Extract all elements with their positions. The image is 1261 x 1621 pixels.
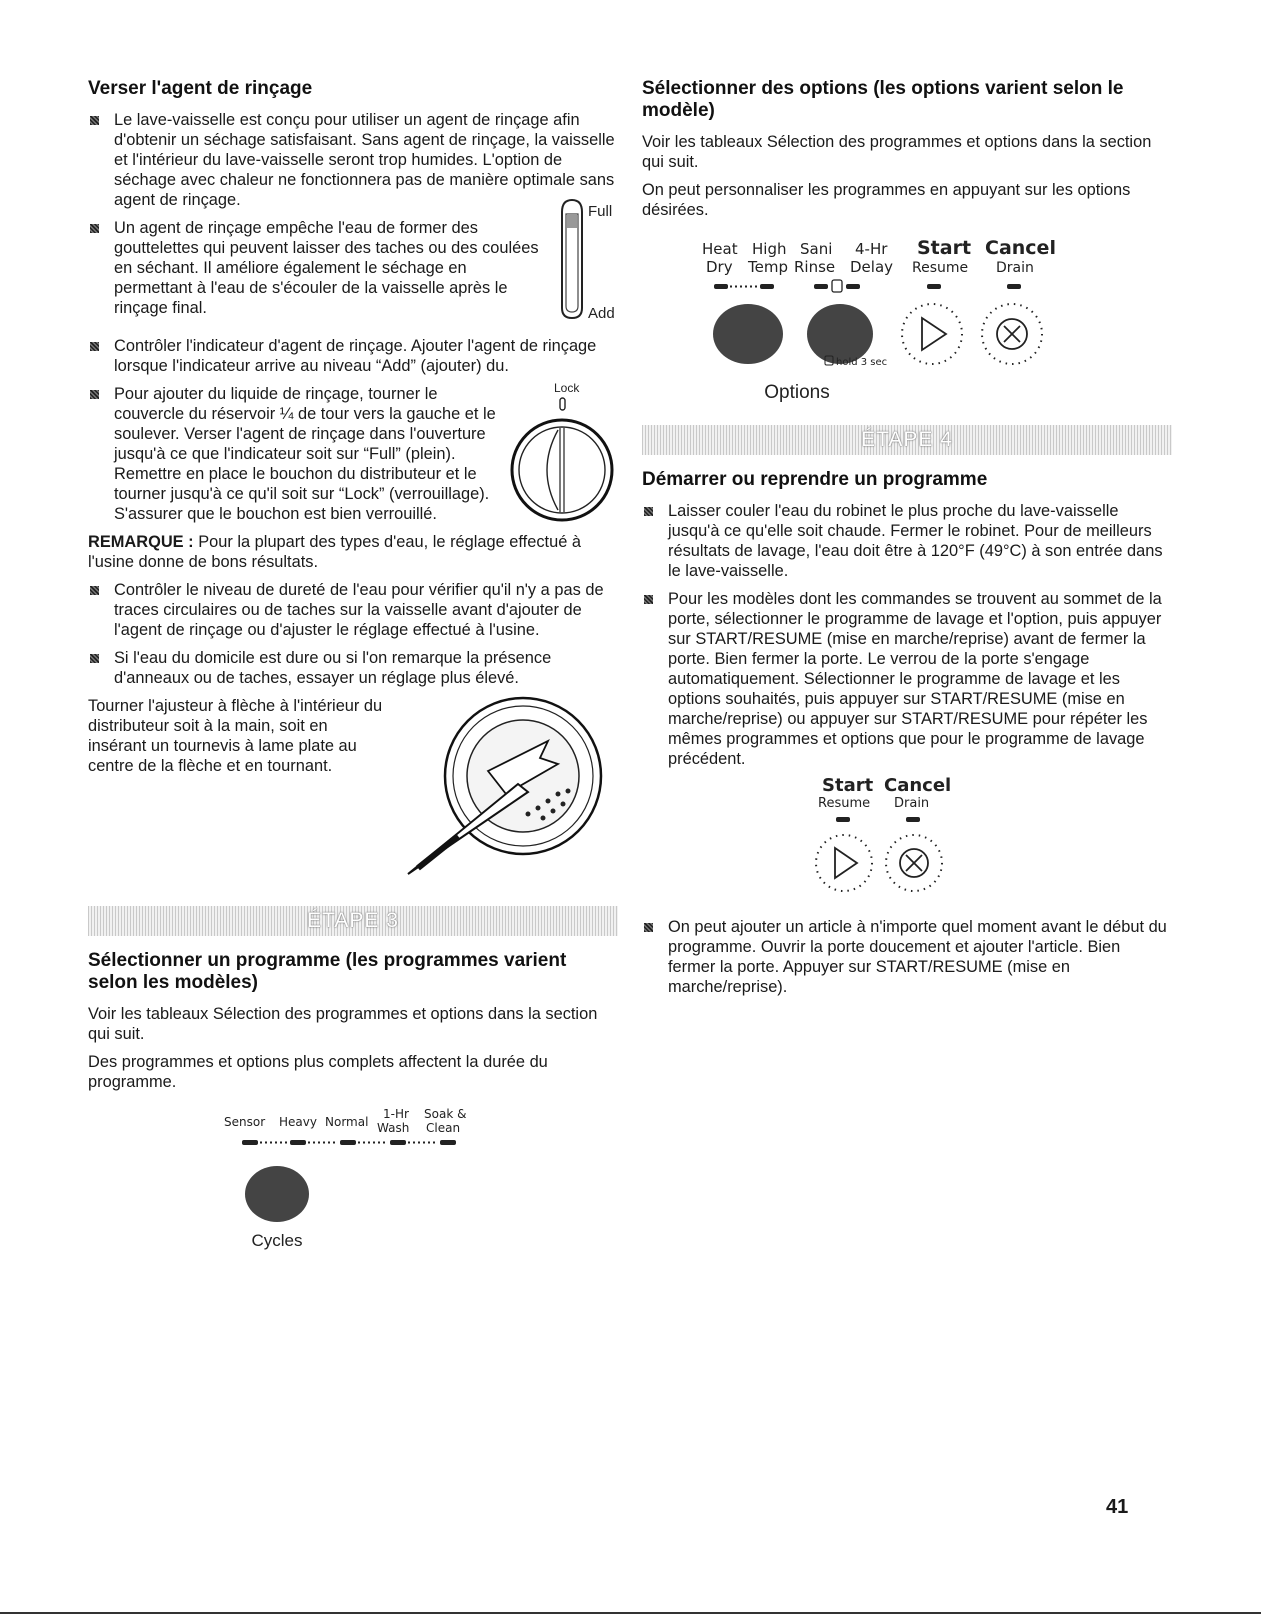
list-item (88, 381, 618, 524)
step-4-banner (642, 425, 1172, 455)
cycle-paragraph-1: Voir les tableaux Sélection des programmes et options dans la section qui suit. (88, 1005, 598, 1043)
right-column (642, 78, 1172, 1005)
drain-label: Drain (996, 260, 1034, 276)
start-heading: Démarrer ou reprendre un programme (642, 469, 988, 490)
step-3-banner (88, 906, 618, 936)
dispenser-cap-illustration (506, 378, 626, 526)
adjuster-text: Tourner l'ajusteur à flèche à l'intérieur du distributeur soit à la main, soit en insérant un tournevis à lame plate au centre de la flèche et en tournant. (88, 697, 383, 775)
play-icon (922, 318, 946, 350)
start-label: Start (917, 237, 972, 259)
cycles-panel (224, 1106, 484, 1256)
resume-label: Resume (912, 260, 969, 276)
list-item (88, 203, 618, 328)
rinse-aid-list (88, 110, 618, 524)
rinse-aid-gauge-illustration (546, 194, 628, 322)
screwdriver-adjuster-illustration (398, 696, 608, 881)
left-column (88, 78, 618, 1261)
drain-label-2: Drain (894, 796, 930, 811)
water-hardness-list (88, 580, 618, 688)
bottom-rule (0, 1612, 1261, 1614)
option-4hr-label: 4-Hr (855, 240, 888, 258)
option-button-sani[interactable] (807, 304, 873, 364)
cycle-sensor-label: Sensor (224, 1115, 266, 1129)
note-text: Pour la plupart des types d'eau, le réglage effectué à l'usine donne de bons résultats. (88, 533, 581, 571)
options-panel (682, 232, 1082, 404)
cycles-button[interactable] (245, 1166, 309, 1222)
gauge-add-label: Add (588, 305, 615, 322)
list-item: Contrôler l'indicateur d'agent de rinçage. Ajouter l'agent de rinçage lorsque l'indicateur arrive au niveau “Add” (ajouter) du. (88, 336, 618, 376)
list-item: Laisser couler l'eau du robinet le plus proche du lave-vaisselle jusqu'à ce qu'elle soit chaude. Fermer le robinet. Pour de meilleurs résultats de lavage, l'eau doit être à 120°F (49°C) à son entrée dans le lave-vaisselle. (642, 501, 1172, 581)
start-list (642, 501, 1172, 769)
play-icon (835, 848, 857, 878)
cancel-label-2: Cancel (884, 775, 952, 796)
cancel-button[interactable] (982, 304, 1042, 364)
bullet-text: Pour ajouter du liquide de rinçage, tourner le couvercle du réservoir ¼ de tour vers la gauche et le soulever. Verser l'agent de rinçage dans l'ouverture jusqu'à ce que l'indicateur soit sur “Full” (plein). Remettre en place le bouchon du distributeur et le tourner jusqu'à ce qu'il soit sur “Lock” (verrouillage). S'assurer que le bouchon est bien verrouillé. (114, 385, 496, 523)
option-delay-label: Delay (850, 258, 894, 276)
option-indicator-row (714, 280, 1021, 292)
cancel-label: Cancel (985, 237, 1056, 259)
cycle-normal-label: Normal (325, 1115, 369, 1129)
cycle-indicator-row (242, 1140, 456, 1145)
list-item: On peut ajouter un article à n'importe quel moment avant le début du programme. Ouvrir la porte doucement et ajouter l'article. Bien fermer la porte. Appuyer sur START/RESUME (mise en marche/reprise). (642, 917, 1172, 997)
cycle-paragraph-2: Des programmes et options plus complets affectent la durée du programme. (88, 1053, 548, 1091)
cycle-1hr-label: 1-Hr (383, 1107, 409, 1121)
options-paragraph-1: Voir les tableaux Sélection des programmes et options dans la section qui suit. (642, 133, 1152, 171)
add-item-list (642, 917, 1172, 997)
option-button-dry[interactable] (713, 304, 783, 364)
options-heading: Sélectionner des options (les options varient selon le modèle) (642, 78, 1124, 121)
option-sani-label: Sani (800, 240, 833, 258)
page-number: 41 (1106, 1496, 1129, 1518)
list-item: Pour les modèles dont les commandes se trouvent au sommet de la porte, sélectionner le programme de lavage et l'option, puis appuyer sur START/RESUME (mise en marche/reprise) avant de fermer la porte. Bien fermer la porte. Le verrou de la porte s'engage automatiquement. Sélectionner le programme de lavage et les options souhaités, puis appuyer sur START/RESUME (mise en marche/reprise) ou appuyer sur START/RESUME pour répéter les mêmes programmes et options que pour le programme de lavage précédent. (642, 589, 1172, 769)
option-heat-label: Heat (702, 240, 738, 258)
bullet-text: Un agent de rinçage empêche l'eau de former des gouttelettes qui peuvent laisser des taches ou des coulées en séchant. Il améliore également le séchage en permettant à l'eau de s'écouler de la vaisselle après le rinçage final. (114, 219, 539, 317)
step-4-label: ÉTAPE 4 (861, 428, 953, 451)
options-paragraph-2: On peut personnaliser les programmes en appuyant sur les options désirées. (642, 181, 1131, 219)
cancel-button-2[interactable] (886, 835, 942, 891)
option-dry-label: Dry (706, 258, 733, 276)
note (88, 532, 618, 572)
adjuster-section (88, 696, 618, 884)
cycle-wash-label: Wash (377, 1121, 410, 1135)
cycle-soak-label: Soak & (424, 1107, 467, 1121)
cycle-clean-label: Clean (426, 1121, 461, 1135)
list-item: Si l'eau du domicile est dure ou si l'on remarque la présence d'anneaux ou de taches, essayer un réglage plus élevé. (88, 648, 618, 688)
option-high-label: High (752, 240, 787, 258)
list-item: Le lave-vaisselle est conçu pour utiliser un agent de rinçage afin d'obtenir un séchage satisfaisant. Sans agent de rinçage, la vaisselle et l'intérieur du lave-vaisselle seront trop humides. L'option de séchage avec chaleur ne fonctionnera pas de manière optimale sans agent de rinçage. (88, 110, 618, 210)
step-3-label: ÉTAPE 3 (307, 909, 399, 932)
resume-label-2: Resume (818, 796, 871, 811)
options-caption: Options (764, 382, 830, 403)
lock-icon (832, 280, 842, 292)
start-button[interactable] (902, 304, 962, 364)
cycles-caption: Cycles (251, 1231, 303, 1250)
start-label-2: Start (822, 775, 874, 796)
gauge-full-label: Full (588, 203, 613, 220)
option-rinse-label: Rinse (794, 258, 836, 276)
start-cancel-panel (814, 773, 964, 903)
option-temp-label: Temp (748, 258, 788, 276)
start-button-2[interactable] (816, 835, 872, 891)
rinse-aid-heading: Verser l'agent de rinçage (88, 78, 313, 99)
list-item: Contrôler le niveau de dureté de l'eau pour vérifier qu'il n'y a pas de traces circulaires ou de taches sur la vaisselle avant d'ajouter de l'agent de rinçage ou d'ajuster le réglage effectué à l'usine. (88, 580, 618, 640)
note-label: REMARQUE : (88, 533, 194, 551)
cycle-heading: Sélectionner un programme (les programmes varient selon les modèles) (88, 950, 567, 993)
lock-label: Lock (554, 381, 580, 395)
cycle-heavy-label: Heavy (279, 1115, 317, 1129)
hold-label: hold 3 sec (836, 357, 888, 368)
